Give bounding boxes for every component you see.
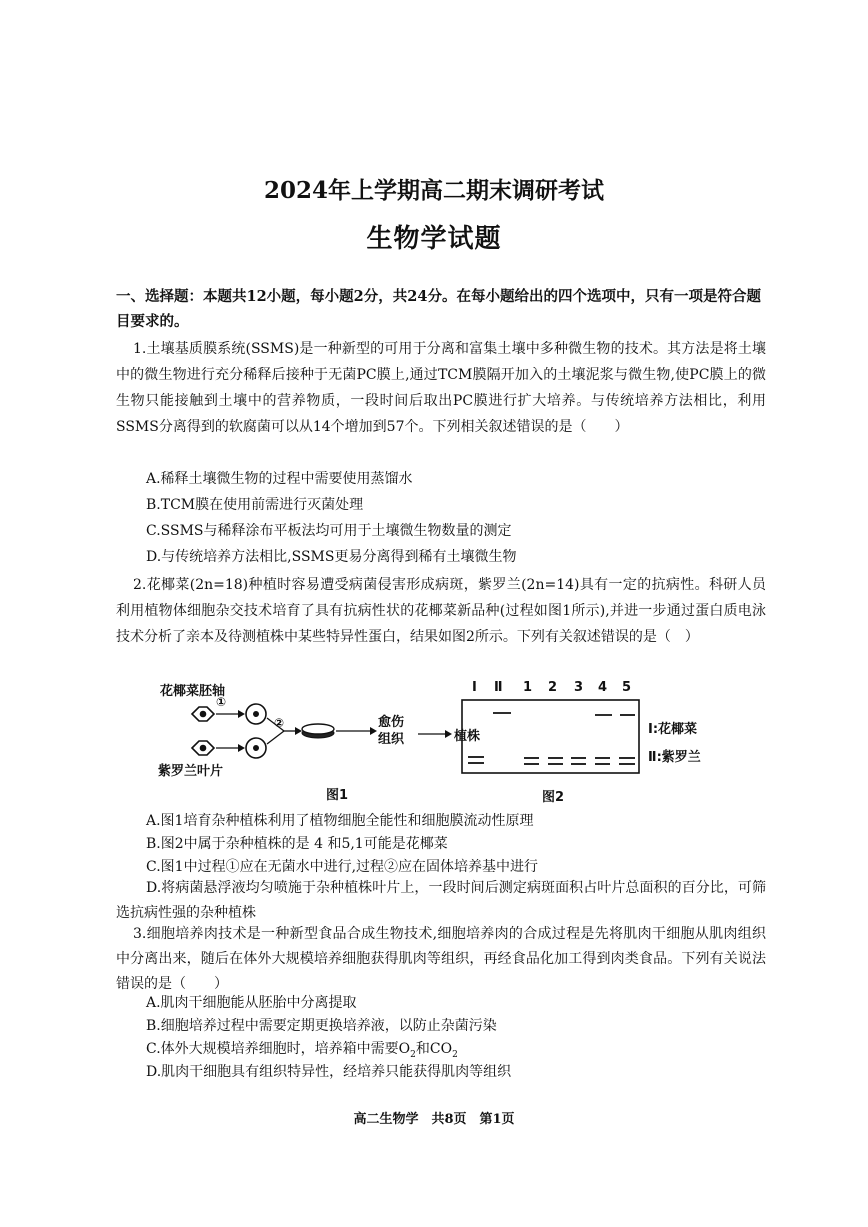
- question-2-option-c: C.图1中过程①应在无菌水中进行,过程②应在固体培养基中进行: [146, 859, 539, 875]
- question-1-option-b: B.TCM膜在使用前需进行灭菌处理: [146, 497, 364, 513]
- protoplast-cell-top-1: [192, 707, 214, 721]
- question-1-option-d: D.与传统培养方法相比,SSMS更易分离得到稀有土壤微生物: [146, 549, 517, 565]
- gel-lane-7: 5: [622, 680, 632, 695]
- gel-lane-2: Ⅱ: [494, 680, 503, 695]
- fig1-caption: 图1: [326, 788, 349, 803]
- protoplast-cell-bottom-2: [246, 738, 266, 758]
- co2-subscript: 2: [452, 1049, 458, 1060]
- fig1-plant-label: 植株: [454, 729, 481, 744]
- page-footer: 高二生物学 共8页 第1页: [353, 1112, 515, 1127]
- figure1-diagram: [150, 678, 730, 808]
- question-3-stem: 3.细胞培养肉技术是一种新型食品合成生物技术,细胞培养肉的合成过程是先将肌肉干细胞从肌肉组织中分离出来，随后在体外大规模培养细胞获得肌肉等组织，再经食品化加工得到肉类食品。下列有关说法错误的是（ ）: [116, 926, 766, 992]
- question-2-option-a: A.图1培育杂种植株利用了植物细胞全能性和细胞膜流动性原理: [146, 813, 534, 829]
- question-3-option-a: A.肌肉干细胞能从胚胎中分离提取: [146, 995, 357, 1011]
- question-2-option-b: B.图2中属于杂种植株的是 4 和5,1可能是花椰菜: [146, 836, 448, 852]
- fig2-caption: 图2: [542, 790, 565, 805]
- protoplast-cell-bottom-1: [192, 741, 214, 755]
- gel-lane-5: 3: [574, 680, 584, 695]
- question-3-option-d: D.肌肉干细胞具有组织特异性，经培养只能获得肌肉等组织: [146, 1064, 512, 1080]
- gel-lane-6: 4: [598, 680, 608, 695]
- subject-title: 生物学试题: [366, 224, 502, 254]
- fig1-step-1: ①: [216, 695, 227, 709]
- fig1-callus-label: 愈伤组织: [378, 715, 405, 747]
- fig1-label-violet: 紫罗兰叶片: [158, 764, 224, 779]
- section-heading: 一、选择题：本题共12小题，每小题2分，共24分。在每小题给出的四个选项中，只有一项是符合题目要求的。: [116, 288, 761, 330]
- question-1-stem: 1.土壤基质膜系统(SSMS)是一种新型的可用于分离和富集土壤中多种微生物的技术。其方法是将土壤中的微生物进行充分稀释后接种于无菌PC膜上,通过TCM膜隔开加入的土壤泥浆与微生物,使PC膜上的微生物只能接触到土壤中的营养物质，一段时间后取出PC膜进行扩大培养。与传统培养方法相比，利用SSMS分离得到的软腐菌可以从14个增加到57个。下列相关叙述错误的是（ ）: [116, 341, 766, 435]
- question-3-option-c-text: C.体外大规模培养细胞时，培养箱中需要O: [146, 1041, 411, 1057]
- o2-subscript: 2: [410, 1049, 416, 1060]
- gel-legend-cauliflower: Ⅰ:花椰菜: [648, 722, 698, 737]
- gel-frame: [462, 700, 639, 773]
- gel-lane-3: 1: [523, 680, 533, 695]
- question-1-option-c: C.SSMS与稀释涂布平板法均可用于土壤微生物数量的测定: [146, 523, 512, 539]
- fig1-step-2: ②: [274, 716, 285, 730]
- gel-lane-4: 2: [548, 680, 558, 695]
- protoplast-cell-top-2: [246, 704, 266, 724]
- fig1-label-cauliflower: 花椰菜胚轴: [160, 684, 226, 699]
- question-3-option-b: B.细胞培养过程中需要定期更换培养液，以防止杂菌污染: [146, 1018, 497, 1034]
- callus-dish: [302, 724, 334, 738]
- gel-lane-1: Ⅰ: [472, 680, 477, 695]
- question-2-option-d: D.将病菌悬浮液均匀喷施于杂种植株叶片上，一段时间后测定病斑面积占叶片总面积的百分比，可筛选抗病性强的杂种植株: [116, 880, 766, 921]
- gel-legend-violet: Ⅱ:紫罗兰: [648, 750, 701, 765]
- figure-area: [150, 678, 730, 808]
- exam-title: 2024年上学期高二期末调研考试: [263, 177, 604, 204]
- question-1-option-a: A.稀释土壤微生物的过程中需要使用蒸馏水: [146, 471, 413, 487]
- question-2-stem: 2.花椰菜(2n=18)种植时容易遭受病菌侵害形成病斑，紫罗兰(2n=14)具有一定的抗病性。科研人员利用植物体细胞杂交技术培育了具有抗病性状的花椰菜新品种(过程如图1所示),并进一步通过蛋白质电泳技术分析了亲本及待测植株中某些特异性蛋白，结果如图2所示。下列有关叙述错误的是（ ）: [116, 577, 766, 645]
- question-3-option-c-co2: 和CO: [415, 1041, 453, 1057]
